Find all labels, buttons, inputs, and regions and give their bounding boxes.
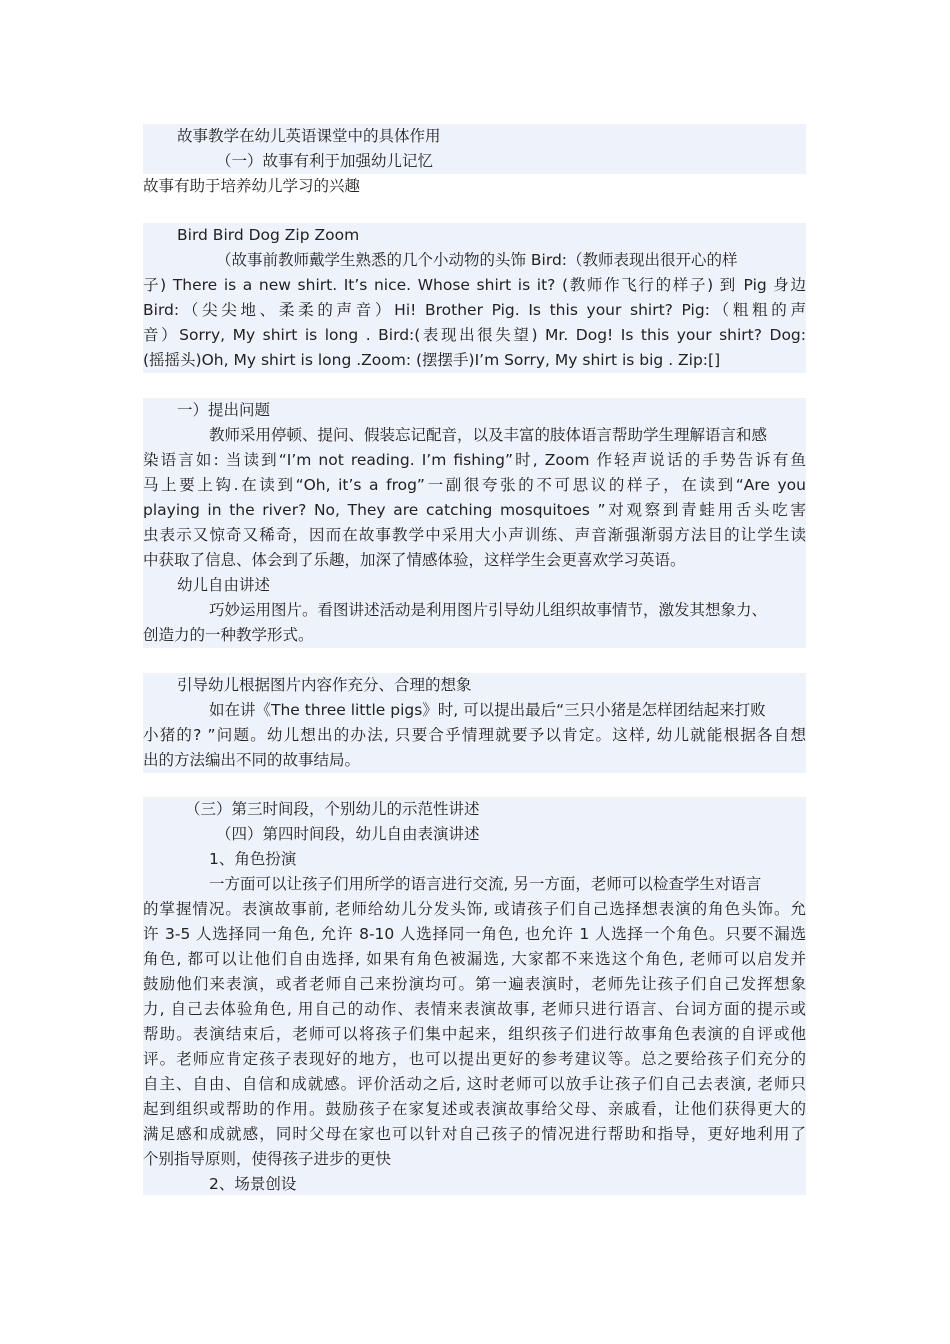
paragraph-line: 马上要上钩.在读到“Oh, it’s a frog”一副很夸张的不可思议的样子，在读到“Are you — [143, 476, 806, 494]
list-item-heading: 2、场景创设 — [209, 1175, 297, 1193]
story-line: (摇摇头)Oh, My shirt is long .Zoom: (摆摆手)I’m Sorry, My shirt is big . Zip:[] — [143, 351, 721, 369]
paragraph-line: 巧妙运用图片。看图讲述活动是利用图片引导幼儿组织故事情节，激发其想象力、 — [209, 601, 768, 619]
paragraph-line: 教师采用停顿、提问、假装忘记配音，以及丰富的肢体语言帮助学生理解语言和感 — [209, 426, 768, 444]
paragraph-line: 自主、自由、自信和成就感。评价活动之后, 这时老师可以放手让孩子们自己去表演, 老师只 — [143, 1075, 806, 1093]
paragraph-line: 起到组织或帮助的作用。鼓励孩子在家复述或表演故事给父母、亲戚看，让他们获得更大的 — [143, 1100, 806, 1118]
questioning-block — [143, 398, 806, 648]
section-heading: 幼儿自由讲述 — [177, 576, 271, 594]
paragraph-line: 小猪的? ”问题。幼儿想出的办法, 只要合乎情理就要予以肯定。这样, 幼儿就能根据各自想 — [143, 726, 806, 744]
paragraph-line: 虫表示又惊奇又稀奇，因而在故事教学中采用大小声训练、声音渐强渐弱方法目的让学生读 — [143, 526, 806, 544]
subheading-memory: （一）故事有利于加强幼儿记忆 — [216, 152, 434, 170]
paragraph-line: 力, 自己去体验角色, 用自己的动作、表情来表演故事, 老师只进行语言、台词方面的提示或 — [143, 1000, 806, 1018]
paragraph-line: 评。老师应肯定孩子表现好的地方，也可以提出更好的参考建议等。总之要给孩子们充分的 — [143, 1050, 806, 1068]
story-line: 音）Sorry, My shirt is long . Bird:(表现出很失望) Mr. Dog! Is this your shirt? Dog: — [143, 326, 806, 344]
story-example-block — [143, 223, 806, 373]
story-title: Bird Bird Dog Zip Zoom — [177, 226, 360, 244]
section-heading: 引导幼儿根据图片内容作充分、合理的想象 — [177, 676, 472, 694]
section-heading: （三）第三时间段，个别幼儿的示范性讲述 — [185, 800, 480, 818]
paragraph-line: 如在讲《The three little pigs》时, 可以提出最后“三只小猪是怎样团结起来打败 — [209, 701, 766, 719]
paragraph-line: 角色, 都可以让他们自由选择, 如果有角色被漏选, 大家都不来选这个角色, 老师可以启发并 — [143, 950, 806, 968]
paragraph-line: 的掌握情况。表演故事前, 老师给幼儿分发头饰, 或请孩子们自己选择想表演的角色头饰。允 — [143, 900, 806, 918]
story-line: 子) There is a new shirt. It’s nice. Whose shirt is it? (教师作飞行的样子) 到 Pig 身边 — [143, 276, 806, 294]
paragraph-line: playing in the river? No, They are catching mosquitoes ”对观察到青蛙用舌头吃害 — [143, 501, 806, 519]
paragraph-line: 许 3-5 人选择同一角色, 允许 8-10 人选择同一角色, 也允许 1 人选择一个角色。只要不漏选 — [143, 925, 806, 943]
paragraph-line: 出的方法编出不同的故事结局。 — [143, 751, 361, 769]
subheading-interest: 故事有助于培养幼儿学习的兴趣 — [143, 177, 361, 195]
imagination-block — [143, 673, 806, 773]
story-line: Bird:（尖尖地、柔柔的声音）Hi! Brother Pig. Is this your shirt? Pig:（粗粗的声 — [143, 301, 806, 319]
paragraph-line: 鼓励他们来表演，或者老师自己来扮演均可。第一遍表演时，老师先让孩子们自己发挥想象 — [143, 975, 806, 993]
paragraph-line: 创造力的一种教学形式。 — [143, 626, 314, 644]
paragraph-line: 个别指导原则，使得孩子进步的更快 — [143, 1150, 392, 1168]
list-item-heading: 1、角色扮演 — [209, 850, 297, 868]
paragraph-line: 满足感和成就感，同时父母在家也可以针对自己孩子的情况进行帮助和指导，更好地利用了 — [143, 1125, 806, 1143]
paragraph-line: 一方面可以让孩子们用所学的语言进行交流, 另一方面，老师可以检查学生对语言 — [209, 875, 762, 893]
interest-block — [143, 174, 806, 199]
paragraph-line: 帮助。表演结束后，老师可以将孩子们集中起来，组织孩子们进行故事角色表演的自评或他 — [143, 1025, 806, 1043]
intro-block — [143, 124, 806, 174]
section-heading: （四）第四时间段，幼儿自由表演讲述 — [216, 825, 480, 843]
paragraph-line: 染语言如: 当读到“I’m not reading. I’m fishing”时, Zoom 作轻声说话的手势告诉有鱼 — [143, 451, 806, 469]
story-line: （故事前教师戴学生熟悉的几个小动物的头饰 Bird:（教师表现出很开心的样 — [216, 251, 738, 269]
main-heading: 故事教学在幼儿英语课堂中的具体作用 — [177, 127, 441, 145]
performance-block — [143, 797, 806, 1195]
section-heading: 一）提出问题 — [177, 401, 271, 419]
paragraph-line: 中获取了信息、体会到了乐趣，加深了情感体验，这样学生会更喜欢学习英语。 — [143, 551, 686, 569]
